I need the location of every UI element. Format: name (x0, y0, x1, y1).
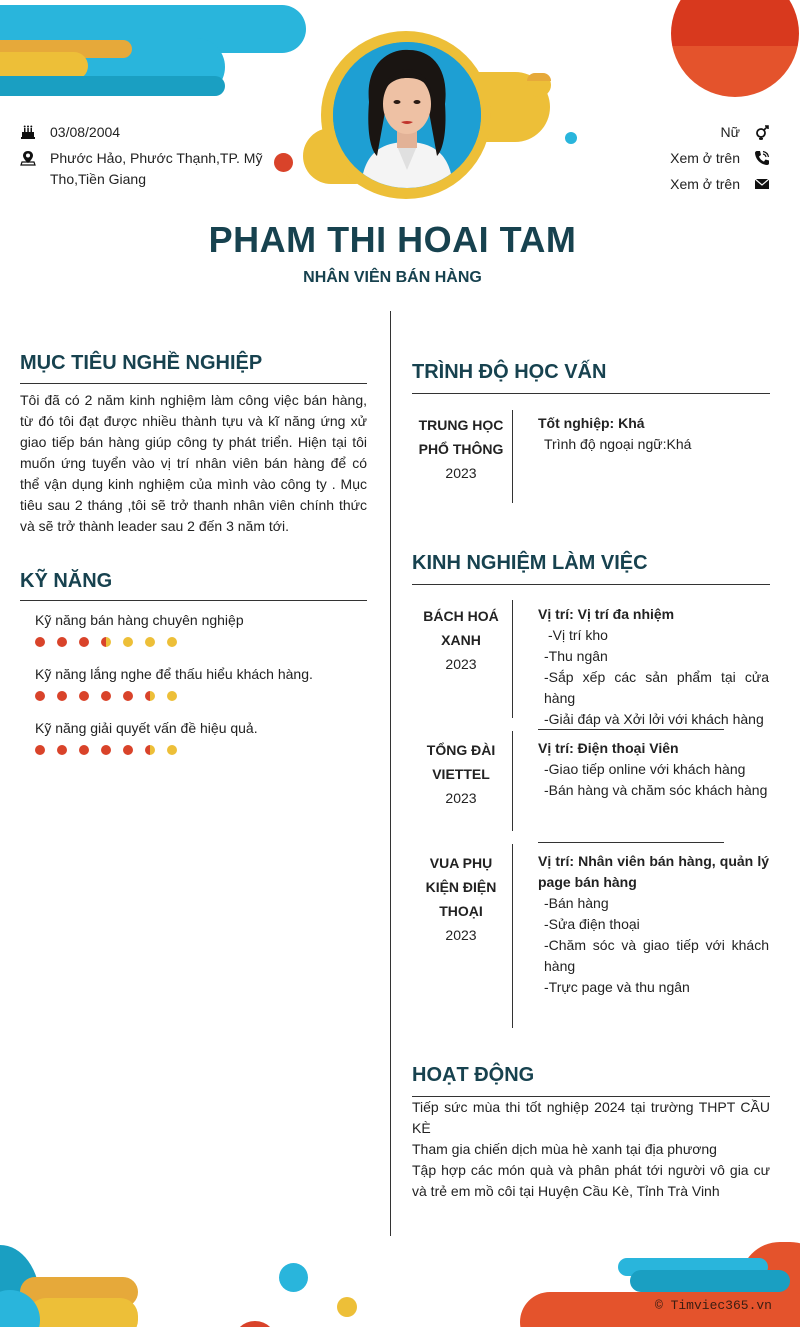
experience-year: 2023 (445, 656, 477, 672)
experience-detail: -Giải đáp và Xởi lởi với khách hàng (544, 711, 764, 727)
activities-list (412, 1097, 770, 1202)
decor-bottom-right (500, 1240, 800, 1327)
experience-year: 2023 (445, 927, 477, 943)
section-title-skills: KỸ NĂNG (20, 570, 113, 592)
experience-company-block (412, 851, 510, 947)
address-row (20, 148, 270, 190)
section-title-education: TRÌNH ĐỘ HỌC VẤN (412, 361, 607, 383)
experience-company: VUA PHỤ KIỆN ĐIỆN THOẠI (425, 855, 497, 919)
experience-detail-block (538, 851, 769, 998)
section-title-career-goal: MỤC TIÊU NGHỀ NGHIỆP (20, 352, 263, 374)
skill-rating-dot (145, 745, 155, 755)
skill-name: Kỹ năng lắng nghe để thấu hiểu khách hàng. (35, 666, 313, 682)
education-year: 2023 (445, 465, 477, 481)
skill-name: Kỹ năng bán hàng chuyên nghiệp (35, 612, 244, 628)
phone-value: Xem ở trên (670, 150, 740, 166)
avatar (333, 42, 481, 188)
birthday-row (20, 122, 270, 143)
gender-row (570, 122, 770, 143)
phone-row (570, 148, 770, 169)
skill-rating-dot (57, 637, 67, 647)
entry-bar (512, 410, 513, 503)
contact-info-right (570, 122, 770, 200)
experience-detail: -Chăm sóc và giao tiếp với khách hàng (544, 937, 769, 974)
experience-detail: -Bán hàng và chăm sóc khách hàng (544, 782, 768, 798)
column-divider (390, 311, 391, 1236)
skill-rating-dot (101, 745, 111, 755)
section-title-activities: HOẠT ĐỘNG (412, 1064, 535, 1086)
skill-rating-dot (57, 745, 67, 755)
entry-separator (538, 729, 724, 730)
email-row (570, 174, 770, 195)
experience-company: BÁCH HOÁ XANH (423, 608, 499, 648)
decor-dot (274, 153, 293, 172)
experience-detail: -Trực page và thu ngân (544, 979, 690, 995)
skill-rating-dot (123, 691, 133, 701)
activity-item: Tiếp sức mùa thi tốt nghiệp 2024 tại trường THPT CẦU KÈ (412, 1099, 770, 1136)
career-goal-text: Tôi đã có 2 năm kinh nghiệm làm công việc bán hàng, từ đó tôi đạt được nhiều thành tựu và kĩ năng ứng xử giao tiếp bán hàng giúp công ty phát triển. Hiện tại tôi muốn ứng tuyển vào vị trí nhân viên bán hàng để có thể vận dụng kinh nghiệm của mình vào công ty . Mục tiêu sau 2 tháng ,tôi sẽ trở thanh nhân viên chính thức và sẽ trở thành leader sau 2 đến 3 năm tới. (20, 392, 367, 534)
experience-detail: -Sửa điện thoại (544, 916, 640, 932)
experience-detail: -Sắp xếp các sản phẩm tại cửa hàng (544, 669, 769, 706)
skill-rating-dot (79, 637, 89, 647)
section-underline (20, 383, 367, 384)
education-school-block (412, 413, 510, 485)
entry-separator (538, 842, 724, 843)
skill-rating-dot (123, 745, 133, 755)
experience-role: Vị trí: Nhân viên bán hàng, quản lý page bán hàng (538, 853, 769, 890)
skill-rating-dot (35, 637, 45, 647)
gender-value: Nữ (720, 124, 740, 140)
skill-rating-dot (35, 691, 45, 701)
skill-rating (35, 745, 177, 755)
experience-year: 2023 (445, 790, 477, 806)
job-title: NHÂN VIÊN BÁN HÀNG (303, 269, 482, 286)
activity-item: Tập hợp các món quà và phân phát tới người vô gia cư và trẻ em mồ côi tại Huyện Cầu Kè, Tỉnh Trà Vinh (412, 1162, 770, 1199)
skill-rating-dot (79, 691, 89, 701)
map-pin-icon (20, 150, 38, 168)
education-detail-block (538, 413, 769, 455)
entry-bar (512, 600, 513, 718)
skill-rating-dot (167, 745, 177, 755)
education-detail: Trình độ ngoại ngữ:Khá (544, 436, 692, 452)
decor-top-left (0, 0, 310, 100)
experience-role: Vị trí: Điện thoại Viên (538, 740, 679, 756)
experience-role: Vị trí: Vị trí đa nhiệm (538, 606, 675, 622)
skill-rating-dot (79, 745, 89, 755)
skill-rating-dot (35, 745, 45, 755)
email-value: Xem ở trên (670, 176, 740, 192)
decor-bottom-left (0, 1240, 400, 1327)
skill-rating-dot (167, 691, 177, 701)
skill-rating-dot (123, 637, 133, 647)
experience-detail: -Giao tiếp online với khách hàng (544, 761, 746, 777)
experience-company: TỔNG ĐÀI VIETTEL (426, 742, 496, 782)
activity-item: Tham gia chiến dịch mùa hè xanh tại địa phương (412, 1141, 717, 1157)
decor-dot (527, 73, 551, 81)
skill-rating-dot (57, 691, 67, 701)
experience-detail: -Thu ngân (544, 648, 608, 664)
education-school: TRUNG HỌC PHỔ THÔNG (418, 417, 504, 457)
decor-top-right (671, 0, 799, 97)
experience-company-block (412, 738, 510, 810)
phone-icon (752, 150, 770, 168)
section-title-experience: KINH NGHIỆM LÀM VIỆC (412, 552, 648, 574)
experience-detail: -Vị trí kho (548, 627, 608, 643)
education-degree: Tốt nghiệp: Khá (538, 415, 645, 431)
skill-rating (35, 637, 177, 647)
section-underline (412, 584, 770, 585)
experience-company-block (412, 604, 510, 676)
skill-rating-dot (145, 691, 155, 701)
skill-name: Kỹ năng giải quyết vấn đề hiệu quả. (35, 720, 258, 736)
entry-bar (512, 731, 513, 831)
skill-rating-dot (101, 691, 111, 701)
envelope-icon (752, 176, 770, 194)
address-value: Phước Hảo, Phước Thạnh,TP. Mỹ Tho,Tiền Giang (50, 150, 263, 187)
birthday-value: 03/08/2004 (50, 124, 121, 140)
skill-rating (35, 691, 177, 701)
experience-detail-block (538, 604, 769, 730)
gender-icon (752, 124, 770, 142)
skill-rating-dot (101, 637, 111, 647)
skill-rating-dot (145, 637, 155, 647)
section-underline (20, 600, 367, 601)
footer-brand: © Timviec365.vn (654, 1298, 772, 1313)
candidate-name: PHAM THI HOAI TAM (208, 219, 577, 260)
entry-bar (512, 844, 513, 1028)
section-underline (412, 393, 770, 394)
experience-detail-block (538, 738, 769, 801)
contact-info-left (20, 122, 270, 195)
skill-rating-dot (167, 637, 177, 647)
experience-detail: -Bán hàng (544, 895, 609, 911)
birthday-cake-icon (20, 124, 38, 142)
